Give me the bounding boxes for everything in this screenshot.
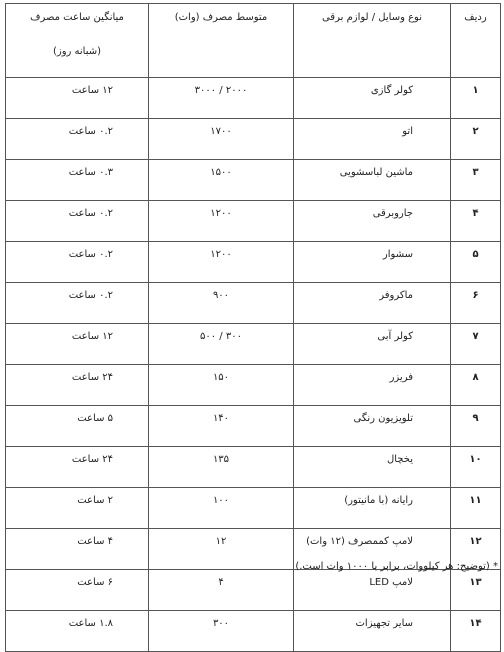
row-average-hours: [6, 201, 149, 242]
row-average-watt: ۱۷۰۰: [149, 119, 294, 160]
row-average-watt: ۲۰۰۰ / ۳۰۰۰: [149, 78, 294, 119]
table-row: [6, 488, 501, 529]
appliance-name-text: تلویزیون رنگی: [353, 413, 413, 424]
row-appliance-name: [294, 119, 451, 160]
row-index: ۱: [451, 78, 501, 119]
table-row: [6, 447, 501, 488]
table-row: [6, 611, 501, 652]
average-hours-text: ۰.۲ ساعت: [68, 249, 113, 260]
appliance-consumption-table: [5, 3, 501, 652]
average-hours-text: ۱.۸ ساعت: [68, 618, 113, 629]
row-index: ۱۱: [451, 488, 501, 529]
appliance-name-text: کولر گازی: [370, 85, 413, 96]
row-appliance-name: [294, 406, 451, 447]
row-average-hours: [6, 365, 149, 406]
row-appliance-name: [294, 283, 451, 324]
appliance-name-text: کولر آبی: [377, 331, 413, 342]
average-hours-text: ۰.۳ ساعت: [68, 167, 113, 178]
average-hours-text: ۱۲ ساعت: [71, 85, 113, 96]
row-average-watt: ۴: [149, 570, 294, 611]
row-average-hours: [6, 529, 149, 570]
average-hours-text: ۰.۲ ساعت: [68, 290, 113, 301]
row-average-watt: ۱۵۰: [149, 365, 294, 406]
appliance-name-text: سایر تجهیزات: [355, 618, 413, 629]
row-average-hours: [6, 406, 149, 447]
header-appliance-name: نوع وسایل / لوازم برقی: [294, 4, 451, 78]
appliance-name-text: جاروبرقی: [372, 208, 413, 219]
appliance-name-text: یخچال: [386, 454, 413, 465]
row-index: ۴: [451, 201, 501, 242]
row-average-watt: ۱۳۵: [149, 447, 294, 488]
appliance-name-text: سشوار: [382, 249, 413, 260]
row-average-watt: ۱۲۰۰: [149, 201, 294, 242]
row-index: ۷: [451, 324, 501, 365]
row-average-hours: [6, 78, 149, 119]
row-index: ۱۳: [451, 570, 501, 611]
average-hours-text: ۲۴ ساعت: [71, 454, 113, 465]
row-average-hours: [6, 611, 149, 652]
header-index: ردیف: [451, 4, 501, 78]
table-row: [6, 242, 501, 283]
row-index: ۵: [451, 242, 501, 283]
appliance-name-text: لامپ کممصرف (۱۲ وات): [306, 536, 413, 547]
table-row: [6, 283, 501, 324]
row-average-watt: ۱۰۰: [149, 488, 294, 529]
table-header-row: [6, 4, 501, 78]
row-appliance-name: [294, 447, 451, 488]
appliance-name-text: ماشین لباسشویی: [339, 167, 413, 178]
table-row: [6, 78, 501, 119]
row-appliance-name: [294, 611, 451, 652]
header-average-watt: متوسط مصرف (وات): [149, 4, 294, 78]
row-average-watt: ۱۴۰: [149, 406, 294, 447]
appliance-name-text: لامپ LED: [369, 577, 413, 588]
header-hours-line1: میانگین ساعت مصرف: [30, 12, 124, 23]
row-appliance-name: [294, 570, 451, 611]
table-row: [6, 324, 501, 365]
row-index: ۲: [451, 119, 501, 160]
table-row: [6, 365, 501, 406]
row-average-watt: ۹۰۰: [149, 283, 294, 324]
row-index: ۱۲: [451, 529, 501, 570]
row-index: ۸: [451, 365, 501, 406]
row-index: ۶: [451, 283, 501, 324]
row-average-hours: [6, 488, 149, 529]
row-average-hours: [6, 570, 149, 611]
row-index: ۳: [451, 160, 501, 201]
average-hours-text: ۴ ساعت: [77, 536, 113, 547]
average-hours-text: ۰.۲ ساعت: [68, 126, 113, 137]
row-average-hours: [6, 160, 149, 201]
row-average-watt: ۱۲: [149, 529, 294, 570]
average-hours-text: ۶ ساعت: [77, 577, 113, 588]
row-average-watt: ۱۲۰۰: [149, 242, 294, 283]
row-appliance-name: [294, 242, 451, 283]
appliance-name-text: اتو: [402, 126, 413, 137]
row-average-watt: ۳۰۰ / ۵۰۰: [149, 324, 294, 365]
table-row: [6, 406, 501, 447]
average-hours-text: ۰.۲ ساعت: [68, 208, 113, 219]
header-hours-line2: (شبانه روز): [52, 46, 102, 57]
average-hours-text: ۵ ساعت: [77, 413, 113, 424]
row-average-hours: [6, 119, 149, 160]
header-average-hours: [6, 4, 149, 78]
row-average-hours: [6, 447, 149, 488]
row-average-hours: [6, 324, 149, 365]
row-index: ۱۴: [451, 611, 501, 652]
table-row: [6, 201, 501, 242]
table-row: [6, 160, 501, 201]
row-index: ۱۰: [451, 447, 501, 488]
table-row: [6, 119, 501, 160]
table-row: [6, 570, 501, 611]
average-hours-text: ۱۲ ساعت: [71, 331, 113, 342]
row-appliance-name: [294, 160, 451, 201]
average-hours-text: ۲۴ ساعت: [71, 372, 113, 383]
appliance-name-text: ماکروفر: [379, 290, 413, 301]
row-average-hours: [6, 283, 149, 324]
average-hours-text: ۲ ساعت: [77, 495, 113, 506]
footnote: * (توضیح: هر کیلووات، برابر با ۱۰۰۰ وات است.): [295, 561, 498, 572]
row-appliance-name: [294, 488, 451, 529]
row-average-watt: ۱۵۰۰: [149, 160, 294, 201]
row-appliance-name: [294, 365, 451, 406]
row-appliance-name: [294, 78, 451, 119]
row-appliance-name: [294, 201, 451, 242]
row-average-hours: [6, 242, 149, 283]
appliance-name-text: رایانه (با مانیتور): [344, 495, 413, 506]
row-index: ۹: [451, 406, 501, 447]
row-appliance-name: [294, 324, 451, 365]
row-average-watt: ۳۰۰: [149, 611, 294, 652]
appliance-name-text: فریزر: [389, 372, 413, 383]
